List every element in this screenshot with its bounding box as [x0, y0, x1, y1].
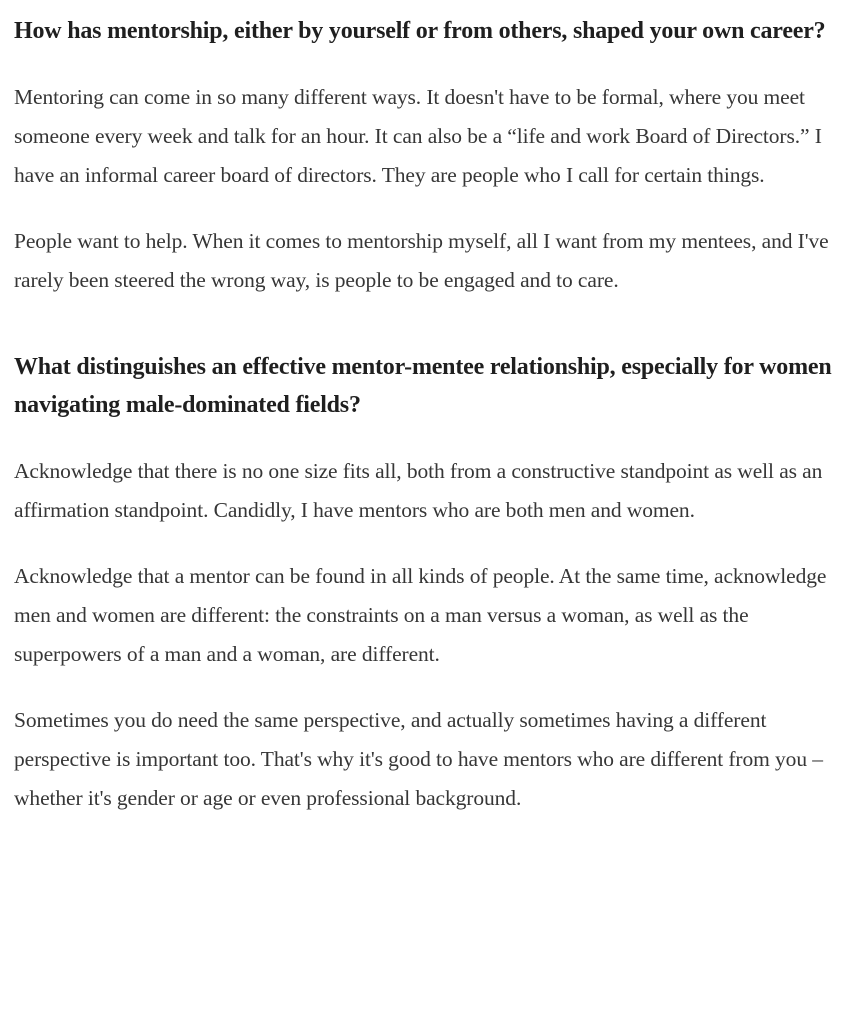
answer-paragraph-no-one-size-fits-all: Acknowledge that there is no one size fits all, both from a constructive standpoint as well as an affirmation standpoint. Candidly, I have mentors who are both men and women. — [14, 459, 823, 522]
answer-paragraph-mentor-all-kinds: Acknowledge that a mentor can be found in all kinds of people. At the same time, acknowledge men and women are different: the constraints on a man versus a woman, as well as the superpowers of a man and a woman, are different. — [14, 564, 827, 666]
question-heading-mentor-mentee-relationship: What distinguishes an effective mentor-mentee relationship, especially for women navigating male-dominated fields? — [14, 354, 832, 418]
question-heading-mentorship: How has mentorship, either by yourself or from others, shaped your own career? — [14, 18, 826, 44]
answer-paragraph-mentoring-ways: Mentoring can come in so many different ways. It doesn't have to be formal, where you meet someone every week and talk for an hour. It can also be a “life and work Board of Directors.” I have an informal career board of directors. They are people who I call for certain things. — [14, 85, 822, 187]
answer-paragraph-people-want-to-help: People want to help. When it comes to mentorship myself, all I want from my mentees, and I've rarely been steered the wrong way, is people to be engaged and to care. — [14, 229, 829, 292]
answer-paragraph-same-different-perspective: Sometimes you do need the same perspective, and actually sometimes having a different perspective is important too. That's why it's good to have mentors who are different from you – whether it's gender or age or even professional background. — [14, 708, 823, 810]
